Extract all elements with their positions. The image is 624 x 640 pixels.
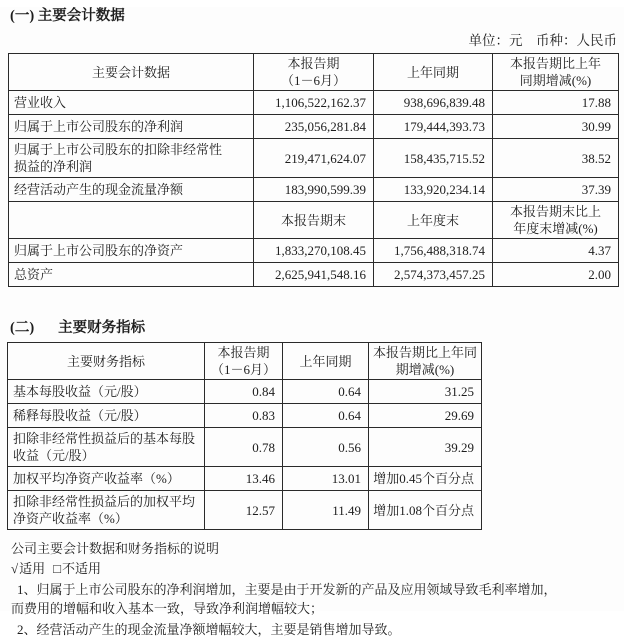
row-label-cell: 扣除非经常性损益后的加权平均净资产收益率（%）	[8, 491, 205, 530]
prior-value-cell: 158,435,715.52	[374, 139, 493, 178]
row-label-cell: 经营活动产生的现金流量净额	[9, 178, 254, 202]
table-row	[9, 91, 619, 115]
financial-report-page	[0, 7, 624, 637]
header-line-1: 本报告期比上年	[509, 56, 601, 71]
current-value-cell: 0.83	[205, 404, 283, 428]
mid-header-change	[493, 202, 619, 239]
table-row	[8, 404, 482, 428]
prior-value-cell: 133,920,234.14	[374, 178, 493, 202]
current-value-cell: 219,471,624.07	[254, 139, 374, 178]
header-line: 主要财务指标	[66, 353, 145, 369]
mid-header-prior-year-end: 上年度末	[374, 202, 493, 239]
prior-value-cell: 13.01	[283, 467, 369, 491]
current-value-cell: 0.78	[205, 428, 283, 467]
check-mark-icon: √	[11, 560, 19, 576]
prior-value-cell: 2,574,373,457.25	[374, 263, 493, 287]
change-value-cell: 31.25	[369, 380, 482, 404]
current-value-cell: 0.84	[205, 380, 283, 404]
change-value-cell: 17.88	[493, 91, 619, 115]
change-value-cell: 30.99	[493, 115, 619, 139]
empty-checkbox-icon: □	[53, 560, 62, 576]
col-header-indicator	[9, 54, 254, 91]
row-label-cell: 扣除非经常性损益后的基本每股收益（元/股）	[8, 428, 205, 467]
unit-currency-line: 单位：元 币种：人民币	[468, 33, 617, 48]
current-value-cell: 1,833,270,108.45	[254, 239, 374, 263]
note-line: 1、归属于上市公司股东的净利润增加，主要是由于开发新的产品及应用领域导致毛利率增加，	[17, 582, 557, 597]
table-row	[8, 428, 482, 467]
header-line: 上年同期	[299, 353, 352, 369]
current-value-cell: 12.57	[205, 491, 283, 530]
prior-value-cell: 1,756,488,318.74	[374, 239, 493, 263]
table-row	[8, 491, 482, 530]
table-row	[8, 380, 482, 404]
col-header-change	[493, 54, 619, 91]
row-label-cell: 总资产	[9, 263, 254, 287]
note-line: 而费用的增幅和收入基本一致，导致净利润增幅较大；	[11, 600, 324, 616]
current-value-cell: 2,625,941,548.16	[254, 263, 374, 287]
col-header-prior-period	[283, 343, 369, 380]
col-header-change	[369, 343, 482, 380]
table-mid-header-row	[9, 202, 619, 239]
table-header-row	[8, 343, 482, 380]
prior-value-cell: 0.64	[283, 380, 369, 404]
note-line: 2、经营活动产生的现金流量净额增幅较大，主要是销售增加导致。	[17, 622, 401, 637]
row-label-cell: 基本每股收益（元/股）	[8, 380, 205, 404]
table-row	[9, 263, 619, 287]
table-row	[8, 467, 482, 491]
notes-paragraph	[11, 581, 614, 640]
prior-value-cell: 11.49	[283, 491, 369, 530]
header-line-2: 同期增减(%)	[519, 73, 592, 88]
col-header-current-period	[205, 343, 283, 380]
prior-value-cell: 938,696,839.48	[374, 91, 493, 115]
header-line: 主要会计数据	[91, 64, 170, 80]
current-value-cell: 13.46	[205, 467, 283, 491]
header-line-2: 年度末增减(%)	[513, 221, 598, 236]
current-value-cell: 235,056,281.84	[254, 115, 374, 139]
prior-value-cell: 0.56	[283, 428, 369, 467]
row-label-cell: 营业收入	[9, 91, 254, 115]
financial-indicators-table	[7, 342, 482, 530]
change-value-cell: 38.52	[493, 139, 619, 178]
change-value-cell: 39.29	[369, 428, 482, 467]
change-value-cell: 4.37	[493, 239, 619, 263]
change-value-cell: 增加1.08个百分点	[369, 491, 482, 530]
table-header-row	[9, 54, 619, 91]
section1-title: (一) 主要会计数据	[10, 8, 125, 24]
mid-header-empty-cell	[9, 202, 254, 239]
section2-title	[10, 319, 624, 338]
section2-number: (二)	[10, 320, 35, 336]
current-value-cell: 183,990,599.39	[254, 178, 374, 202]
header-line-1: 本报告期末比上	[509, 204, 601, 219]
header-line-1: 本报告期	[287, 56, 340, 71]
table-row	[9, 139, 619, 178]
header-line-1: 本报告期比上年同	[372, 345, 477, 360]
row-label-cell: 稀释每股收益（元/股）	[8, 404, 205, 428]
table-row	[9, 115, 619, 139]
change-value-cell: 37.39	[493, 178, 619, 202]
mid-header-period-end: 本报告期末	[254, 202, 374, 239]
accounting-data-table	[8, 53, 619, 287]
header-line: 上年同期	[406, 64, 459, 80]
header-line-2: 期增减(%)	[395, 362, 455, 377]
row-label-cell: 归属于上市公司股东的扣除非经常性损益的净利润	[9, 139, 254, 178]
table-row	[9, 178, 619, 202]
col-header-prior-period	[374, 54, 493, 91]
not-applicable-label: 不适用	[62, 560, 102, 576]
prior-value-cell: 0.64	[283, 404, 369, 428]
header-line-1: 本报告期	[217, 345, 270, 360]
table-row	[9, 239, 619, 263]
row-label-cell: 加权平均净资产收益率（%）	[8, 467, 205, 491]
change-value-cell: 增加0.45个百分点	[369, 467, 482, 491]
section2-title-text: 主要财务指标	[58, 320, 146, 336]
header-line-2: （1－6月）	[210, 362, 276, 377]
applicability-options	[11, 560, 614, 579]
current-value-cell: 1,106,522,162.37	[254, 91, 374, 115]
header-line-2: （1－6月）	[280, 73, 346, 88]
col-header-current-period	[254, 54, 374, 91]
row-label-cell: 归属于上市公司股东的净资产	[9, 239, 254, 263]
col-header-indicator	[8, 343, 205, 380]
change-value-cell: 2.00	[493, 263, 619, 287]
notes-title: 公司主要会计数据和财务指标的说明	[11, 541, 220, 556]
row-label-cell: 归属于上市公司股东的净利润	[9, 115, 254, 139]
change-value-cell: 29.69	[369, 404, 482, 428]
applicable-option	[11, 561, 45, 576]
notes-section	[11, 540, 614, 640]
applicable-label: 适用	[19, 560, 46, 576]
not-applicable-option	[53, 561, 101, 576]
prior-value-cell: 179,444,393.73	[374, 115, 493, 139]
